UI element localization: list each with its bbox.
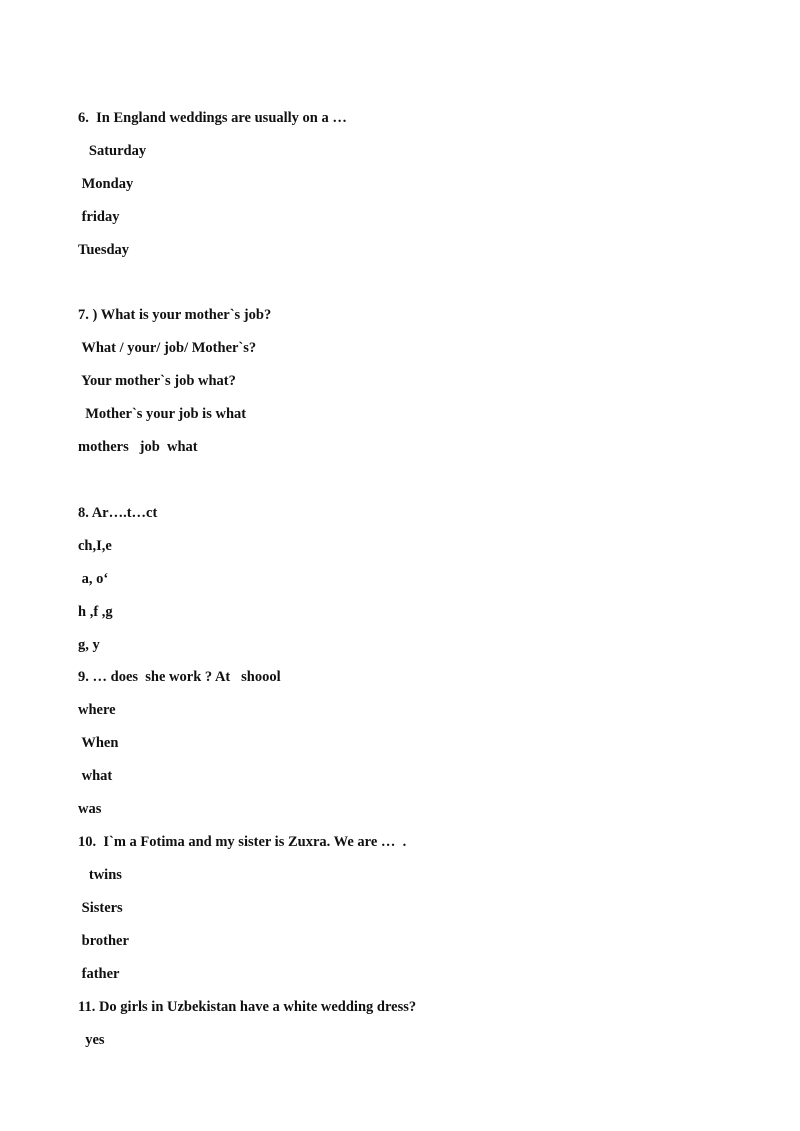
question-6-option-3: friday [78,209,120,225]
question-8-option-3: h ,f ,g [78,604,113,620]
question-11-option-1: yes [78,1032,105,1048]
question-6-option-1: Saturday [78,143,147,159]
question-6-option-4: Tuesday [78,242,130,258]
question-8-option-4: g, y [78,637,100,653]
question-7-option-4: mothers job what [78,439,198,455]
question-8-prompt: 8. Ar….t…ct [78,505,158,521]
question-8-option-1: ch,I,e [78,538,112,554]
question-6-option-2: Monday [78,176,134,192]
question-9-prompt: 9. … does she work ? At shoool [78,669,281,685]
question-9-option-3: what [78,768,113,784]
question-10-option-2: Sisters [78,900,123,916]
question-7-option-3: Mother`s your job is what [78,406,247,422]
question-10-prompt: 10. I`m a Fotima and my sister is Zuxra. We are … . [78,834,407,850]
question-9-option-2: When [78,735,119,751]
question-7-option-1: What / your/ job/ Mother`s? [78,340,257,356]
question-6-prompt: 6. In England weddings are usually on a … [78,110,347,126]
question-8-option-2: a, o‘ [78,571,109,587]
question-7-option-2: Your mother`s job what? [78,373,236,389]
question-10-option-4: father [78,966,120,982]
question-10-option-3: brother [78,933,129,949]
question-10-option-1: twins [78,867,122,883]
question-9-option-4: was [78,801,102,817]
question-7-prompt: 7. ) What is your mother`s job? [78,307,272,323]
question-11-prompt: 11. Do girls in Uzbekistan have a white wedding dress? [78,999,417,1015]
question-9-option-1: where [78,702,116,718]
